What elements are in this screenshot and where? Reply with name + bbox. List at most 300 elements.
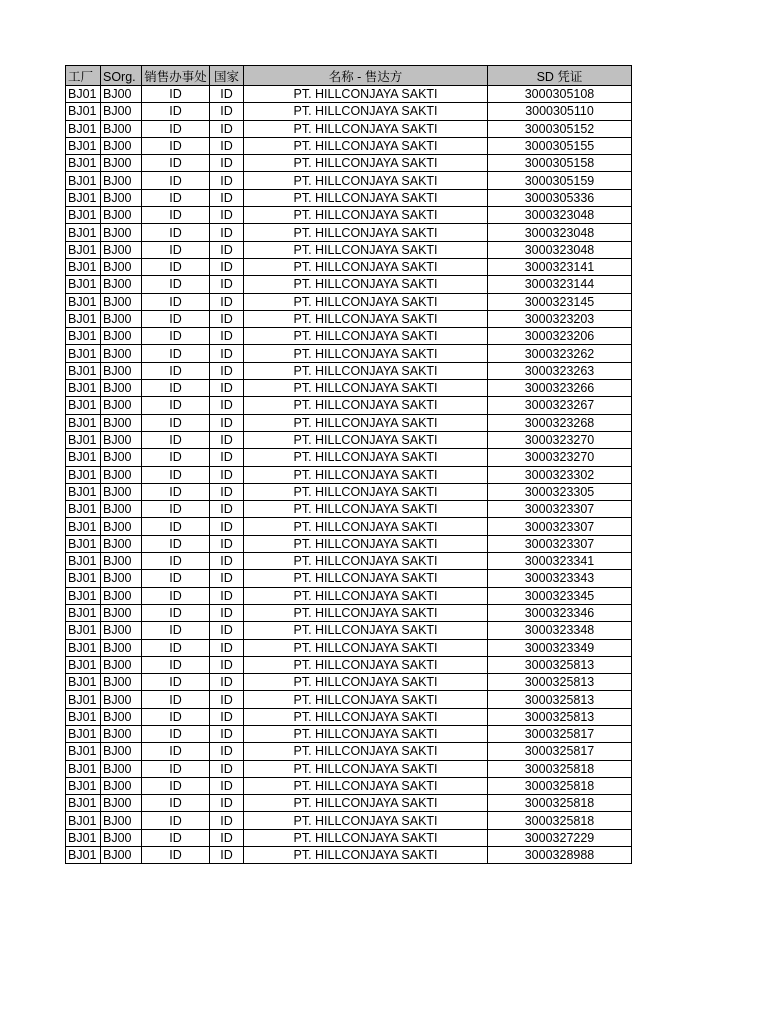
sales-document-table bbox=[65, 65, 632, 864]
cell-sales-office: ID bbox=[142, 310, 210, 327]
cell-plant: BJ01 bbox=[66, 86, 101, 103]
table-row bbox=[66, 570, 632, 587]
cell-country: ID bbox=[210, 777, 244, 794]
table-row bbox=[66, 795, 632, 812]
cell-sales-office: ID bbox=[142, 207, 210, 224]
header-sold-to-name: 名称 - 售达方 bbox=[244, 66, 488, 86]
cell-sold-to-name: PT. HILLCONJAYA SAKTI bbox=[244, 155, 488, 172]
cell-sold-to-name: PT. HILLCONJAYA SAKTI bbox=[244, 224, 488, 241]
cell-sold-to-name: PT. HILLCONJAYA SAKTI bbox=[244, 345, 488, 362]
cell-sales-org: BJ00 bbox=[101, 449, 142, 466]
cell-plant: BJ01 bbox=[66, 656, 101, 673]
cell-plant: BJ01 bbox=[66, 241, 101, 258]
cell-country: ID bbox=[210, 431, 244, 448]
cell-sd-document: 3000325813 bbox=[488, 708, 632, 725]
cell-sold-to-name: PT. HILLCONJAYA SAKTI bbox=[244, 362, 488, 379]
cell-sd-document: 3000325813 bbox=[488, 656, 632, 673]
cell-sd-document: 3000323141 bbox=[488, 258, 632, 275]
cell-sales-org: BJ00 bbox=[101, 725, 142, 742]
table-row bbox=[66, 155, 632, 172]
cell-sold-to-name: PT. HILLCONJAYA SAKTI bbox=[244, 483, 488, 500]
cell-sales-office: ID bbox=[142, 449, 210, 466]
cell-sold-to-name: PT. HILLCONJAYA SAKTI bbox=[244, 258, 488, 275]
cell-sold-to-name: PT. HILLCONJAYA SAKTI bbox=[244, 587, 488, 604]
cell-sold-to-name: PT. HILLCONJAYA SAKTI bbox=[244, 328, 488, 345]
cell-sales-office: ID bbox=[142, 397, 210, 414]
table-row bbox=[66, 501, 632, 518]
cell-sales-org: BJ00 bbox=[101, 120, 142, 137]
cell-sd-document: 3000323206 bbox=[488, 328, 632, 345]
cell-country: ID bbox=[210, 535, 244, 552]
cell-sales-org: BJ00 bbox=[101, 691, 142, 708]
table-row bbox=[66, 622, 632, 639]
cell-sales-org: BJ00 bbox=[101, 224, 142, 241]
cell-plant: BJ01 bbox=[66, 362, 101, 379]
cell-country: ID bbox=[210, 760, 244, 777]
cell-country: ID bbox=[210, 207, 244, 224]
header-sd-document: SD 凭证 bbox=[488, 66, 632, 86]
cell-country: ID bbox=[210, 501, 244, 518]
cell-sales-org: BJ00 bbox=[101, 483, 142, 500]
cell-plant: BJ01 bbox=[66, 760, 101, 777]
cell-sd-document: 3000327229 bbox=[488, 829, 632, 846]
cell-country: ID bbox=[210, 725, 244, 742]
cell-sold-to-name: PT. HILLCONJAYA SAKTI bbox=[244, 449, 488, 466]
table-row bbox=[66, 691, 632, 708]
cell-sales-org: BJ00 bbox=[101, 397, 142, 414]
table-row bbox=[66, 674, 632, 691]
cell-sales-org: BJ00 bbox=[101, 345, 142, 362]
header-row bbox=[66, 66, 632, 86]
cell-sales-office: ID bbox=[142, 103, 210, 120]
table-row bbox=[66, 172, 632, 189]
cell-country: ID bbox=[210, 449, 244, 466]
cell-sales-office: ID bbox=[142, 829, 210, 846]
cell-sold-to-name: PT. HILLCONJAYA SAKTI bbox=[244, 570, 488, 587]
table-row bbox=[66, 847, 632, 864]
table-row bbox=[66, 743, 632, 760]
cell-country: ID bbox=[210, 587, 244, 604]
cell-sales-office: ID bbox=[142, 604, 210, 621]
cell-sd-document: 3000323302 bbox=[488, 466, 632, 483]
cell-country: ID bbox=[210, 103, 244, 120]
cell-sd-document: 3000305336 bbox=[488, 189, 632, 206]
cell-sales-org: BJ00 bbox=[101, 293, 142, 310]
table-row bbox=[66, 103, 632, 120]
cell-sales-office: ID bbox=[142, 483, 210, 500]
cell-sales-org: BJ00 bbox=[101, 553, 142, 570]
cell-sold-to-name: PT. HILLCONJAYA SAKTI bbox=[244, 137, 488, 154]
header-sales-org: SOrg. bbox=[101, 66, 142, 86]
cell-plant: BJ01 bbox=[66, 483, 101, 500]
cell-plant: BJ01 bbox=[66, 812, 101, 829]
cell-plant: BJ01 bbox=[66, 553, 101, 570]
cell-sales-office: ID bbox=[142, 535, 210, 552]
table-row bbox=[66, 362, 632, 379]
cell-country: ID bbox=[210, 397, 244, 414]
cell-country: ID bbox=[210, 708, 244, 725]
table-row bbox=[66, 328, 632, 345]
cell-sales-office: ID bbox=[142, 276, 210, 293]
cell-plant: BJ01 bbox=[66, 431, 101, 448]
cell-country: ID bbox=[210, 483, 244, 500]
cell-plant: BJ01 bbox=[66, 397, 101, 414]
cell-country: ID bbox=[210, 604, 244, 621]
cell-sales-org: BJ00 bbox=[101, 431, 142, 448]
cell-country: ID bbox=[210, 829, 244, 846]
cell-plant: BJ01 bbox=[66, 604, 101, 621]
cell-country: ID bbox=[210, 743, 244, 760]
cell-sales-office: ID bbox=[142, 172, 210, 189]
cell-sales-office: ID bbox=[142, 345, 210, 362]
cell-sd-document: 3000323048 bbox=[488, 241, 632, 258]
cell-sales-org: BJ00 bbox=[101, 276, 142, 293]
cell-sales-org: BJ00 bbox=[101, 137, 142, 154]
table-row bbox=[66, 656, 632, 673]
cell-sales-org: BJ00 bbox=[101, 812, 142, 829]
cell-sales-org: BJ00 bbox=[101, 829, 142, 846]
cell-sold-to-name: PT. HILLCONJAYA SAKTI bbox=[244, 120, 488, 137]
cell-plant: BJ01 bbox=[66, 172, 101, 189]
cell-sd-document: 3000323144 bbox=[488, 276, 632, 293]
cell-sales-office: ID bbox=[142, 760, 210, 777]
header-sales-office: 销售办事处 bbox=[142, 66, 210, 86]
cell-sd-document: 3000323343 bbox=[488, 570, 632, 587]
cell-country: ID bbox=[210, 241, 244, 258]
cell-sd-document: 3000325818 bbox=[488, 795, 632, 812]
cell-sd-document: 3000323048 bbox=[488, 207, 632, 224]
cell-country: ID bbox=[210, 155, 244, 172]
cell-sales-org: BJ00 bbox=[101, 587, 142, 604]
cell-country: ID bbox=[210, 224, 244, 241]
cell-sd-document: 3000323267 bbox=[488, 397, 632, 414]
cell-country: ID bbox=[210, 120, 244, 137]
cell-sd-document: 3000323341 bbox=[488, 553, 632, 570]
cell-sales-office: ID bbox=[142, 414, 210, 431]
cell-country: ID bbox=[210, 328, 244, 345]
cell-plant: BJ01 bbox=[66, 795, 101, 812]
cell-sales-office: ID bbox=[142, 362, 210, 379]
cell-country: ID bbox=[210, 189, 244, 206]
cell-plant: BJ01 bbox=[66, 639, 101, 656]
cell-sales-org: BJ00 bbox=[101, 847, 142, 864]
cell-sales-office: ID bbox=[142, 639, 210, 656]
header-plant: 工厂 bbox=[66, 66, 101, 86]
cell-plant: BJ01 bbox=[66, 380, 101, 397]
cell-country: ID bbox=[210, 293, 244, 310]
table-body bbox=[66, 86, 632, 864]
cell-sales-office: ID bbox=[142, 708, 210, 725]
cell-sold-to-name: PT. HILLCONJAYA SAKTI bbox=[244, 241, 488, 258]
cell-country: ID bbox=[210, 137, 244, 154]
cell-country: ID bbox=[210, 656, 244, 673]
cell-sales-office: ID bbox=[142, 743, 210, 760]
table-row bbox=[66, 466, 632, 483]
cell-plant: BJ01 bbox=[66, 743, 101, 760]
table-row bbox=[66, 310, 632, 327]
table-row bbox=[66, 553, 632, 570]
cell-sales-office: ID bbox=[142, 258, 210, 275]
cell-sales-org: BJ00 bbox=[101, 207, 142, 224]
cell-sales-office: ID bbox=[142, 570, 210, 587]
table-header bbox=[66, 66, 632, 86]
cell-sold-to-name: PT. HILLCONJAYA SAKTI bbox=[244, 414, 488, 431]
cell-sold-to-name: PT. HILLCONJAYA SAKTI bbox=[244, 795, 488, 812]
table-row bbox=[66, 483, 632, 500]
cell-sales-office: ID bbox=[142, 466, 210, 483]
cell-country: ID bbox=[210, 258, 244, 275]
cell-country: ID bbox=[210, 345, 244, 362]
cell-sold-to-name: PT. HILLCONJAYA SAKTI bbox=[244, 103, 488, 120]
cell-sales-org: BJ00 bbox=[101, 414, 142, 431]
cell-sales-org: BJ00 bbox=[101, 743, 142, 760]
cell-sd-document: 3000328988 bbox=[488, 847, 632, 864]
cell-plant: BJ01 bbox=[66, 847, 101, 864]
cell-plant: BJ01 bbox=[66, 414, 101, 431]
table-row bbox=[66, 207, 632, 224]
cell-sd-document: 3000305159 bbox=[488, 172, 632, 189]
cell-sold-to-name: PT. HILLCONJAYA SAKTI bbox=[244, 293, 488, 310]
cell-plant: BJ01 bbox=[66, 708, 101, 725]
cell-plant: BJ01 bbox=[66, 345, 101, 362]
cell-sales-office: ID bbox=[142, 120, 210, 137]
cell-sales-office: ID bbox=[142, 656, 210, 673]
table-row bbox=[66, 86, 632, 103]
cell-sold-to-name: PT. HILLCONJAYA SAKTI bbox=[244, 639, 488, 656]
cell-sales-office: ID bbox=[142, 137, 210, 154]
cell-sales-org: BJ00 bbox=[101, 328, 142, 345]
cell-sales-org: BJ00 bbox=[101, 639, 142, 656]
cell-country: ID bbox=[210, 553, 244, 570]
cell-sd-document: 3000323307 bbox=[488, 518, 632, 535]
table-row bbox=[66, 345, 632, 362]
table-row bbox=[66, 535, 632, 552]
cell-sd-document: 3000323203 bbox=[488, 310, 632, 327]
cell-sold-to-name: PT. HILLCONJAYA SAKTI bbox=[244, 725, 488, 742]
cell-country: ID bbox=[210, 310, 244, 327]
cell-sd-document: 3000323307 bbox=[488, 535, 632, 552]
cell-sold-to-name: PT. HILLCONJAYA SAKTI bbox=[244, 553, 488, 570]
cell-plant: BJ01 bbox=[66, 137, 101, 154]
table-row bbox=[66, 276, 632, 293]
cell-sales-org: BJ00 bbox=[101, 466, 142, 483]
cell-sales-office: ID bbox=[142, 587, 210, 604]
cell-sd-document: 3000305108 bbox=[488, 86, 632, 103]
cell-sd-document: 3000323346 bbox=[488, 604, 632, 621]
cell-sd-document: 3000325818 bbox=[488, 777, 632, 794]
cell-plant: BJ01 bbox=[66, 674, 101, 691]
cell-plant: BJ01 bbox=[66, 518, 101, 535]
cell-sales-office: ID bbox=[142, 553, 210, 570]
cell-sales-office: ID bbox=[142, 293, 210, 310]
cell-country: ID bbox=[210, 172, 244, 189]
cell-sd-document: 3000305158 bbox=[488, 155, 632, 172]
cell-country: ID bbox=[210, 276, 244, 293]
cell-sd-document: 3000323345 bbox=[488, 587, 632, 604]
cell-plant: BJ01 bbox=[66, 535, 101, 552]
cell-country: ID bbox=[210, 674, 244, 691]
cell-sales-office: ID bbox=[142, 622, 210, 639]
table-row bbox=[66, 241, 632, 258]
cell-sd-document: 3000323348 bbox=[488, 622, 632, 639]
cell-sales-office: ID bbox=[142, 812, 210, 829]
cell-sales-org: BJ00 bbox=[101, 86, 142, 103]
table-row bbox=[66, 224, 632, 241]
cell-sales-org: BJ00 bbox=[101, 241, 142, 258]
table-row bbox=[66, 258, 632, 275]
cell-sd-document: 3000325813 bbox=[488, 674, 632, 691]
cell-sales-office: ID bbox=[142, 380, 210, 397]
cell-sales-org: BJ00 bbox=[101, 674, 142, 691]
cell-sold-to-name: PT. HILLCONJAYA SAKTI bbox=[244, 397, 488, 414]
cell-sd-document: 3000323270 bbox=[488, 431, 632, 448]
cell-sales-office: ID bbox=[142, 501, 210, 518]
cell-plant: BJ01 bbox=[66, 103, 101, 120]
cell-sales-org: BJ00 bbox=[101, 310, 142, 327]
cell-sales-org: BJ00 bbox=[101, 777, 142, 794]
cell-sd-document: 3000323270 bbox=[488, 449, 632, 466]
cell-sales-office: ID bbox=[142, 518, 210, 535]
cell-plant: BJ01 bbox=[66, 725, 101, 742]
cell-sold-to-name: PT. HILLCONJAYA SAKTI bbox=[244, 829, 488, 846]
cell-country: ID bbox=[210, 570, 244, 587]
cell-sd-document: 3000325813 bbox=[488, 691, 632, 708]
cell-country: ID bbox=[210, 622, 244, 639]
cell-country: ID bbox=[210, 639, 244, 656]
cell-sales-office: ID bbox=[142, 795, 210, 812]
cell-sold-to-name: PT. HILLCONJAYA SAKTI bbox=[244, 276, 488, 293]
cell-sold-to-name: PT. HILLCONJAYA SAKTI bbox=[244, 760, 488, 777]
cell-sold-to-name: PT. HILLCONJAYA SAKTI bbox=[244, 535, 488, 552]
cell-sold-to-name: PT. HILLCONJAYA SAKTI bbox=[244, 812, 488, 829]
table-row bbox=[66, 431, 632, 448]
cell-sales-office: ID bbox=[142, 431, 210, 448]
table-row bbox=[66, 812, 632, 829]
cell-sales-office: ID bbox=[142, 674, 210, 691]
cell-sales-org: BJ00 bbox=[101, 708, 142, 725]
cell-sd-document: 3000323305 bbox=[488, 483, 632, 500]
cell-country: ID bbox=[210, 518, 244, 535]
cell-sold-to-name: PT. HILLCONJAYA SAKTI bbox=[244, 656, 488, 673]
cell-sold-to-name: PT. HILLCONJAYA SAKTI bbox=[244, 172, 488, 189]
cell-sales-org: BJ00 bbox=[101, 189, 142, 206]
table-row bbox=[66, 397, 632, 414]
cell-sd-document: 3000325817 bbox=[488, 725, 632, 742]
cell-plant: BJ01 bbox=[66, 570, 101, 587]
cell-plant: BJ01 bbox=[66, 276, 101, 293]
cell-sd-document: 3000325817 bbox=[488, 743, 632, 760]
table-row bbox=[66, 639, 632, 656]
cell-plant: BJ01 bbox=[66, 587, 101, 604]
cell-sold-to-name: PT. HILLCONJAYA SAKTI bbox=[244, 743, 488, 760]
cell-sales-org: BJ00 bbox=[101, 362, 142, 379]
cell-country: ID bbox=[210, 380, 244, 397]
cell-plant: BJ01 bbox=[66, 310, 101, 327]
cell-sold-to-name: PT. HILLCONJAYA SAKTI bbox=[244, 501, 488, 518]
cell-plant: BJ01 bbox=[66, 691, 101, 708]
cell-country: ID bbox=[210, 847, 244, 864]
cell-sales-org: BJ00 bbox=[101, 501, 142, 518]
table-row bbox=[66, 518, 632, 535]
cell-sold-to-name: PT. HILLCONJAYA SAKTI bbox=[244, 310, 488, 327]
cell-sold-to-name: PT. HILLCONJAYA SAKTI bbox=[244, 189, 488, 206]
cell-sales-org: BJ00 bbox=[101, 795, 142, 812]
cell-sold-to-name: PT. HILLCONJAYA SAKTI bbox=[244, 847, 488, 864]
cell-sales-org: BJ00 bbox=[101, 103, 142, 120]
cell-sales-org: BJ00 bbox=[101, 518, 142, 535]
cell-sales-office: ID bbox=[142, 155, 210, 172]
cell-sales-org: BJ00 bbox=[101, 535, 142, 552]
cell-sd-document: 3000305152 bbox=[488, 120, 632, 137]
cell-sd-document: 3000323262 bbox=[488, 345, 632, 362]
table-row bbox=[66, 777, 632, 794]
cell-sold-to-name: PT. HILLCONJAYA SAKTI bbox=[244, 777, 488, 794]
cell-sales-office: ID bbox=[142, 725, 210, 742]
table-row bbox=[66, 449, 632, 466]
cell-sold-to-name: PT. HILLCONJAYA SAKTI bbox=[244, 708, 488, 725]
table-row bbox=[66, 380, 632, 397]
cell-sales-org: BJ00 bbox=[101, 570, 142, 587]
cell-sd-document: 3000323349 bbox=[488, 639, 632, 656]
table-row bbox=[66, 708, 632, 725]
cell-plant: BJ01 bbox=[66, 155, 101, 172]
table-row bbox=[66, 725, 632, 742]
cell-sales-office: ID bbox=[142, 777, 210, 794]
table-row bbox=[66, 829, 632, 846]
cell-sd-document: 3000325818 bbox=[488, 812, 632, 829]
cell-sold-to-name: PT. HILLCONJAYA SAKTI bbox=[244, 691, 488, 708]
cell-sales-org: BJ00 bbox=[101, 155, 142, 172]
cell-sales-office: ID bbox=[142, 847, 210, 864]
cell-sold-to-name: PT. HILLCONJAYA SAKTI bbox=[244, 518, 488, 535]
cell-sd-document: 3000305110 bbox=[488, 103, 632, 120]
table-row bbox=[66, 189, 632, 206]
cell-sd-document: 3000323145 bbox=[488, 293, 632, 310]
cell-sold-to-name: PT. HILLCONJAYA SAKTI bbox=[244, 622, 488, 639]
cell-sales-org: BJ00 bbox=[101, 760, 142, 777]
cell-country: ID bbox=[210, 414, 244, 431]
cell-plant: BJ01 bbox=[66, 466, 101, 483]
table-row bbox=[66, 604, 632, 621]
cell-country: ID bbox=[210, 691, 244, 708]
cell-sales-org: BJ00 bbox=[101, 656, 142, 673]
cell-sales-org: BJ00 bbox=[101, 604, 142, 621]
cell-sales-office: ID bbox=[142, 86, 210, 103]
cell-sales-org: BJ00 bbox=[101, 380, 142, 397]
cell-plant: BJ01 bbox=[66, 777, 101, 794]
cell-sd-document: 3000325818 bbox=[488, 760, 632, 777]
cell-sd-document: 3000323307 bbox=[488, 501, 632, 518]
cell-sales-office: ID bbox=[142, 691, 210, 708]
cell-sales-org: BJ00 bbox=[101, 622, 142, 639]
cell-plant: BJ01 bbox=[66, 189, 101, 206]
cell-country: ID bbox=[210, 466, 244, 483]
cell-plant: BJ01 bbox=[66, 258, 101, 275]
cell-sales-office: ID bbox=[142, 224, 210, 241]
table-row bbox=[66, 760, 632, 777]
cell-sold-to-name: PT. HILLCONJAYA SAKTI bbox=[244, 674, 488, 691]
cell-plant: BJ01 bbox=[66, 120, 101, 137]
cell-plant: BJ01 bbox=[66, 293, 101, 310]
table-row bbox=[66, 414, 632, 431]
cell-plant: BJ01 bbox=[66, 449, 101, 466]
table-row bbox=[66, 137, 632, 154]
cell-plant: BJ01 bbox=[66, 207, 101, 224]
cell-sales-office: ID bbox=[142, 328, 210, 345]
cell-sold-to-name: PT. HILLCONJAYA SAKTI bbox=[244, 207, 488, 224]
header-country: 国家 bbox=[210, 66, 244, 86]
table-row bbox=[66, 293, 632, 310]
